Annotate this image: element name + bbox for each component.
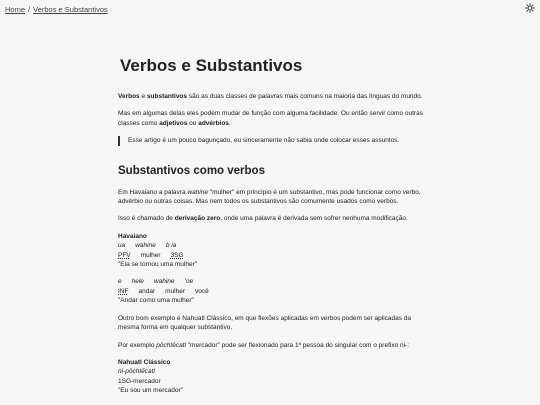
gloss-meaning: andar <box>138 287 156 295</box>
gloss-word: wahine <box>135 242 156 250</box>
paragraph-classes-text-3: . <box>228 119 231 127</box>
gloss-meaning: mulher <box>165 287 185 295</box>
gloss-title: Nahuatl Clássico <box>118 358 171 366</box>
gloss-title: Havaiano <box>118 232 147 240</box>
gloss-word: ua <box>118 242 126 250</box>
paragraph-derivacao-text-1: Isso é chamado de <box>118 215 175 223</box>
gloss-translation: "Ela se tornou uma mulher" <box>118 261 198 269</box>
paragraph-classes-bold-adverbios: advérbios <box>198 119 229 127</box>
article <box>118 56 423 404</box>
paragraph-classes-text-1: Mas em algumas delas eles podem mudar de função com alguma facilidade. Ou então servir como outras classes como <box>118 110 423 127</box>
paragraph-havaiano-text-1: Em Havaiano a palavra <box>118 188 188 196</box>
gloss-example-2 <box>118 277 423 305</box>
intro-text-2: são as duas classes de palavras mais comuns na maioria das línguas do mundo. <box>187 93 423 100</box>
note-blockquote: Esse artigo é um pouco bagunçado, eu sinceramente não sabia onde colocar esses assuntos. <box>118 136 423 145</box>
gloss-word: e <box>118 278 122 286</box>
paragraph-pochtecatl-text-2: "mercador" pode ser flexionado para 1ª pessoa do singular com o prefixo ni-: <box>185 341 410 349</box>
intro-text-1: e <box>139 93 147 100</box>
gloss-translation: "Andar como uma mulher" <box>118 297 194 305</box>
gloss-example-1 <box>118 232 423 270</box>
intro-bold-verbos: Verbos <box>118 93 140 100</box>
gloss-glosses-row <box>118 251 423 260</box>
breadcrumb-separator: / <box>28 5 31 14</box>
breadcrumb-home-link[interactable]: Home <box>5 5 26 14</box>
paragraph-havaiano-italic-wahine: wahine <box>187 188 208 196</box>
paragraph-derivacao-text-2: , onde uma palavra é derivada sem sofrer nenhuma modificação. <box>220 215 408 223</box>
gloss-abbreviation[interactable]: INF <box>118 287 129 295</box>
gloss-meaning: você <box>194 287 209 295</box>
paragraph-derivacao <box>118 214 423 223</box>
paragraph-pochtecatl-italic: pōchtēcatl <box>156 341 186 349</box>
intro-paragraph <box>118 92 423 101</box>
gloss-word: b ia <box>165 242 177 250</box>
page-title: Verbos e Substantivos <box>120 56 303 75</box>
gloss-meaning: mulher <box>140 251 161 259</box>
paragraph-classes-text-2: ou <box>187 119 199 127</box>
breadcrumb <box>5 5 108 14</box>
gloss-abbreviation[interactable]: 3SG <box>170 251 184 259</box>
breadcrumb-current-link[interactable]: Verbos e Substantivos <box>33 5 108 14</box>
top-bar <box>0 0 540 22</box>
paragraph-derivacao-bold: derivação zero <box>174 215 221 223</box>
paragraph-nahuatl: Outro bom exemplo é Nahuatl Clássico, em que flexões aplicadas em verbos podem ser aplicadas da mesma forma em qualquer substantivo. <box>118 314 412 332</box>
gloss-abbreviation[interactable]: PFV <box>118 251 131 259</box>
gloss-words-row <box>118 241 423 250</box>
paragraph-pochtecatl-text-1: Por exemplo <box>118 341 157 349</box>
gloss-word: ʻoe <box>184 278 194 286</box>
gloss-example-3 <box>118 358 423 396</box>
paragraph-classes <box>118 109 423 128</box>
paragraph-havaiano <box>118 188 423 207</box>
gloss-glosses-row <box>118 287 423 296</box>
gloss-word: ni-pōchtēcatl <box>118 368 155 376</box>
gloss-word: wahine <box>153 278 175 286</box>
paragraph-pochtecatl <box>118 341 423 350</box>
intro-bold-substantivos: substantivos <box>146 93 188 100</box>
section-title: Substantivos como verbos <box>118 164 265 177</box>
paragraph-classes-bold-adjetivos: adjetivos <box>159 119 188 127</box>
gloss-meaning: 1SG-mercador <box>118 377 161 385</box>
sun-icon[interactable] <box>525 3 535 13</box>
gloss-words-row <box>118 277 423 286</box>
gloss-translation: "Eu sou um mercador" <box>118 387 183 395</box>
gloss-word: hele <box>131 278 144 286</box>
paragraph-havaiano-text-2: "mulher" em princípio é um substantivo, mas pode funcionar como verbo, advérbio ou outras coisas. Mas nem todos os substantivos são comumente usados como verbos. <box>118 188 421 206</box>
